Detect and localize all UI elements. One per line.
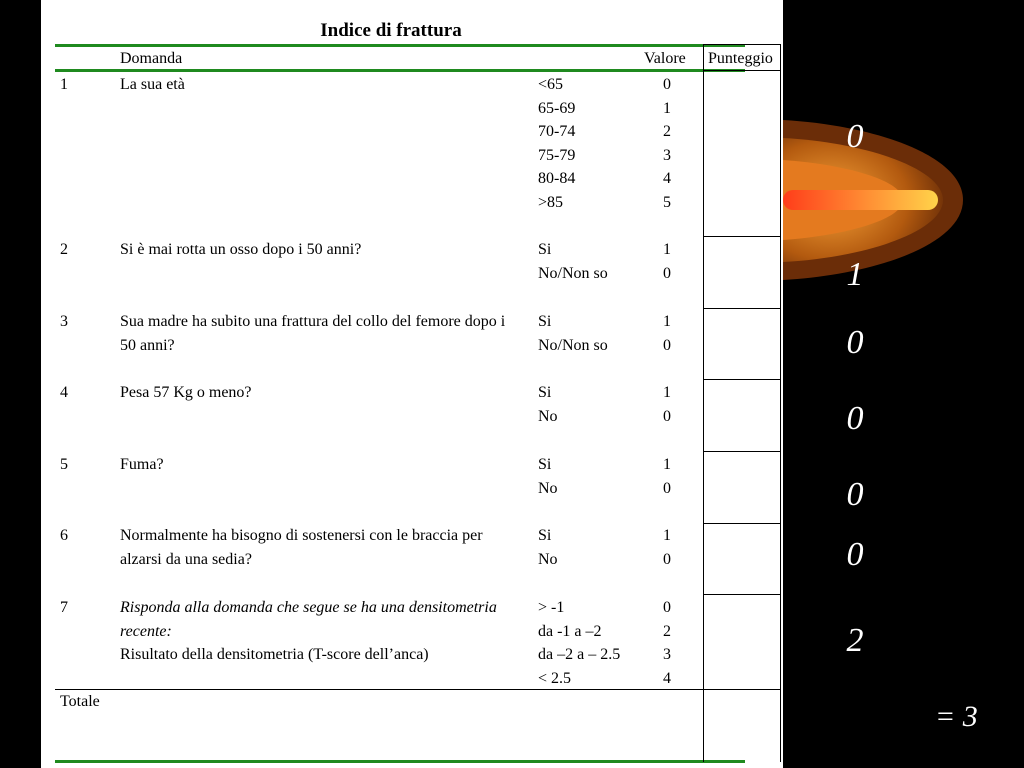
question-text: 50 anni?	[120, 336, 175, 354]
option-value: 0	[663, 407, 671, 425]
option-value: 3	[663, 646, 671, 663]
header-value: Valore	[644, 50, 686, 67]
option-value: 3	[663, 146, 671, 164]
question-text: alzarsi da una sedia?	[120, 550, 252, 568]
option-label: No/Non so	[538, 336, 608, 354]
option-value: 1	[663, 99, 671, 117]
question-text: La sua età	[120, 76, 185, 93]
option-value: 0	[663, 550, 671, 568]
option-label: No/Non so	[538, 264, 608, 282]
score-row-sep-6	[703, 594, 781, 595]
total-label: Totale	[60, 693, 100, 710]
option-value: 0	[663, 76, 671, 93]
total-score: = 3	[935, 700, 978, 733]
option-label: No	[538, 407, 558, 425]
table-title: Indice di frattura	[320, 20, 462, 41]
option-value: 0	[663, 479, 671, 497]
score-row-sep-4	[703, 451, 781, 452]
header-question: Domanda	[120, 50, 183, 67]
question-text: Risponda alla domanda che segue se ha una densitometria	[120, 599, 497, 616]
option-value: 2	[663, 123, 671, 140]
score-value: 0	[846, 118, 864, 155]
question-text: Si è mai rotta un osso dopo i 50 anni?	[120, 241, 362, 258]
option-value: 4	[663, 170, 671, 187]
option-label: < 2.5	[538, 669, 572, 687]
option-value: 2	[663, 622, 671, 640]
score-sheet	[41, 0, 783, 768]
row-number: 1	[60, 76, 68, 93]
option-label: da –2 a – 2.5	[538, 646, 621, 663]
question-text: Pesa 57 Kg o meno?	[120, 384, 252, 401]
option-label: Si	[538, 527, 552, 544]
option-label: No	[538, 550, 558, 568]
option-value: 1	[663, 313, 671, 330]
option-label: Si	[538, 241, 552, 258]
option-value: 1	[663, 456, 671, 473]
row-number: 6	[60, 527, 68, 544]
question-text: Normalmente ha bisogno di sostenersi con le braccia per	[120, 527, 483, 544]
option-label: <65	[538, 76, 564, 93]
score-value: 0	[846, 324, 864, 361]
question-text: Risultato della densitometria (T-score dell’anca)	[120, 646, 429, 663]
table-bottom-rule	[55, 760, 745, 763]
question-text: Fuma?	[120, 456, 164, 473]
question-text: Sua madre ha subito una frattura del collo del femore dopo i	[120, 313, 506, 330]
score-col-right	[780, 44, 781, 762]
option-label: > -1	[538, 599, 565, 616]
option-label: 80-84	[538, 170, 576, 187]
option-value: 4	[663, 669, 671, 687]
option-label: Si	[538, 384, 552, 401]
option-value: 1	[663, 527, 671, 544]
score-value: 2	[846, 622, 864, 659]
score-col-left	[703, 44, 704, 762]
score-row-sep-2	[703, 308, 781, 309]
total-rule	[55, 689, 781, 690]
option-value: 1	[663, 241, 671, 258]
row-number: 4	[60, 384, 68, 401]
score-row-sep-3	[703, 379, 781, 380]
option-label: No	[538, 479, 558, 497]
score-row-sep-1	[703, 236, 781, 237]
row-number: 7	[60, 599, 68, 616]
option-value: 0	[663, 336, 671, 354]
option-label: 70-74	[538, 123, 576, 140]
option-label: 75-79	[538, 146, 576, 164]
option-label: da -1 a –2	[538, 622, 602, 640]
header-score: Punteggio	[708, 50, 773, 67]
score-value: 0	[846, 476, 864, 513]
option-label: >85	[538, 193, 564, 211]
option-label: Si	[538, 313, 552, 330]
option-value: 0	[663, 599, 671, 616]
score-value: 0	[846, 400, 864, 437]
option-value: 0	[663, 264, 671, 282]
question-text: recente:	[120, 622, 172, 640]
score-col-top	[703, 44, 781, 45]
row-number: 2	[60, 241, 68, 258]
option-label: 65-69	[538, 99, 576, 117]
option-label: Si	[538, 456, 552, 473]
row-number: 5	[60, 456, 68, 473]
score-value: 0	[846, 536, 864, 573]
row-number: 3	[60, 313, 68, 330]
score-value: 1	[846, 256, 864, 293]
option-value: 1	[663, 384, 671, 401]
score-row-sep-5	[703, 523, 781, 524]
option-value: 5	[663, 193, 671, 211]
